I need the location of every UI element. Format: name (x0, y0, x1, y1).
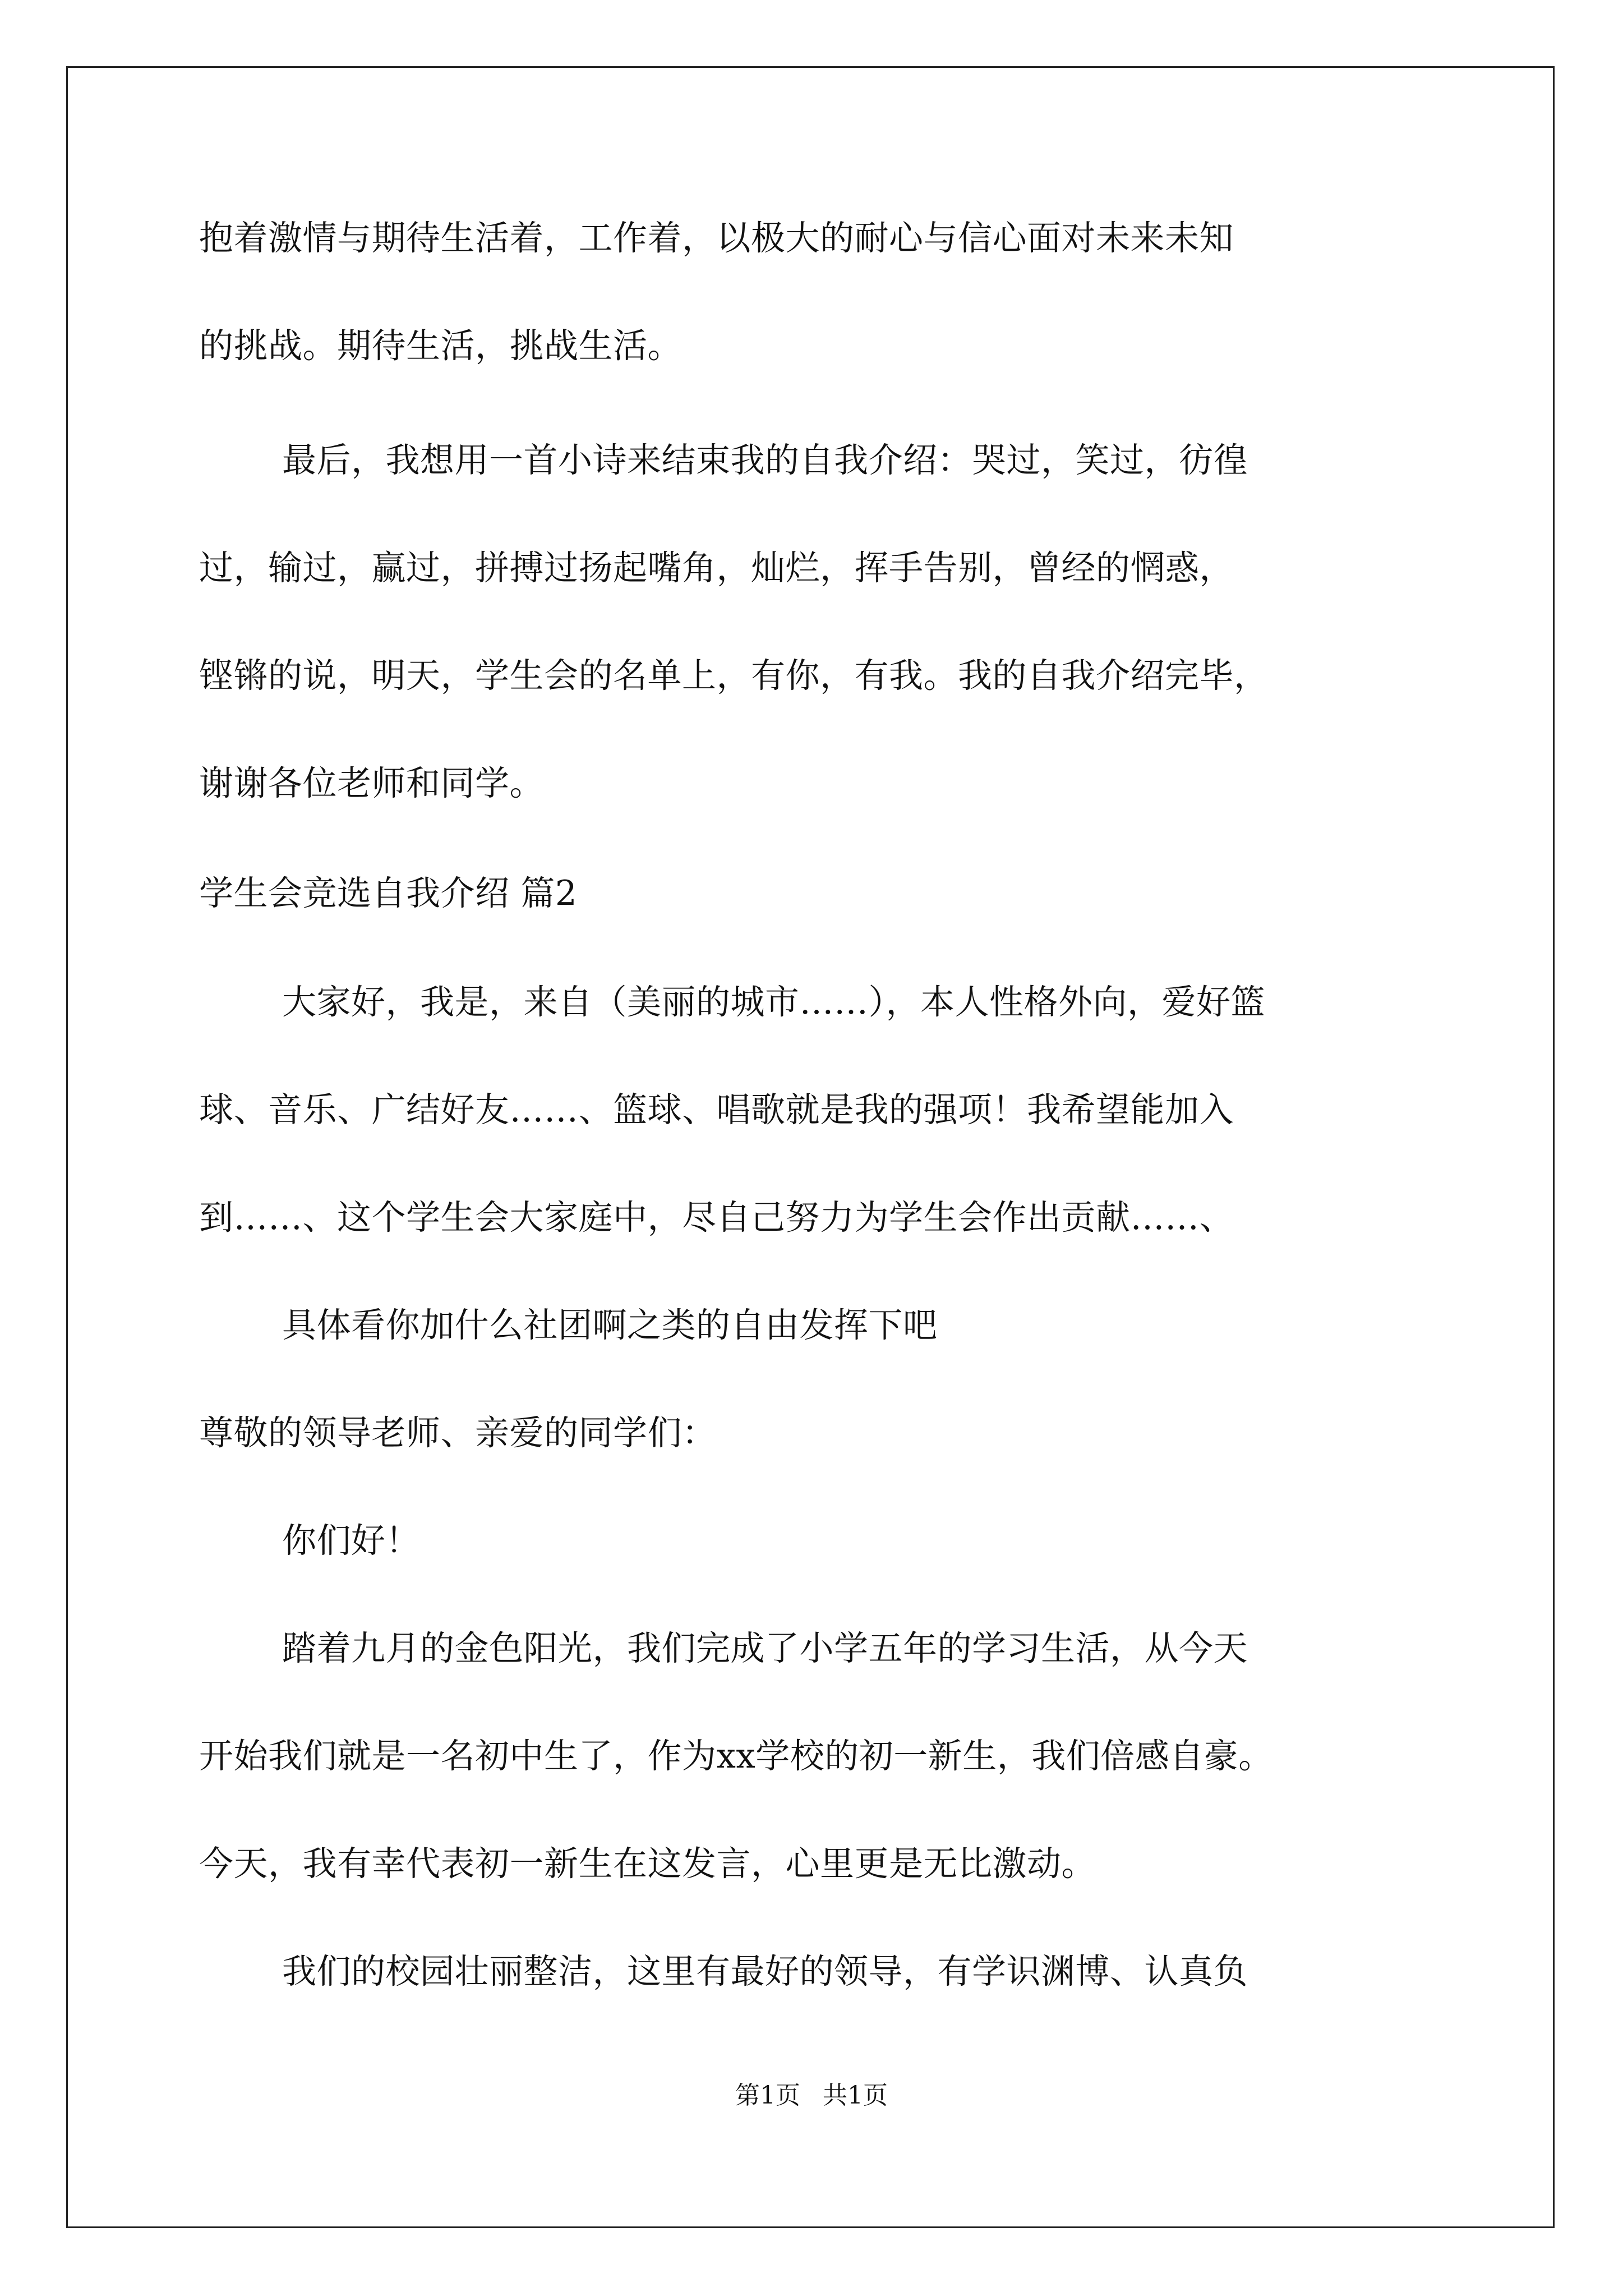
paragraph-line: 踏着九月的金色阳光，我们完成了小学五年的学习生活，从今天 (282, 1628, 1248, 1668)
paragraph-line: 抱着激情与期待生活着，工作着，以极大的耐心与信心面对未来未知 (199, 218, 1234, 258)
paragraph-line: 谢谢各位老师和同学。 (199, 763, 545, 803)
salutation: 尊敬的领导老师、亲爱的同学们： (199, 1413, 717, 1453)
greeting: 你们好！ (282, 1521, 421, 1561)
paragraph-line: 具体看你加什么社团啊之类的自由发挥下吧 (282, 1305, 938, 1345)
paragraph-line: 最后，我想用一首小诗来结束我的自我介绍：哭过，笑过，彷徨 (282, 440, 1248, 480)
page-number-total: 共1页 (823, 2081, 888, 2110)
paragraph-line: 开始我们就是一名初中生了，作为xx学校的初一新生，我们倍感自豪。 (199, 1736, 1273, 1776)
page-border (66, 66, 1555, 2228)
paragraph-line: 球、音乐、广结好友……、篮球、唱歌就是我的强项！我希望能加入 (199, 1090, 1234, 1130)
paragraph-line: 今天，我有幸代表初一新生在这发言，心里更是无比激动。 (199, 1844, 1096, 1884)
section-heading: 学生会竞选自我介绍 篇2 (199, 873, 578, 913)
paragraph-line: 大家好，我是，来自（美丽的城市……），本人性格外向，爱好篮 (282, 982, 1266, 1022)
paragraph-line: 过，输过，赢过，拼搏过扬起嘴角，灿烂，挥手告别，曾经的惘惑， (199, 548, 1234, 588)
paragraph-line: 铿锵的说，明天，学生会的名单上，有你，有我。我的自我介绍完毕， (199, 656, 1269, 696)
paragraph-line: 到……、这个学生会大家庭中，尽自己努力为学生会作出贡献……、 (199, 1198, 1234, 1237)
page-footer (0, 2080, 1623, 2111)
paragraph-line: 我们的校园壮丽整洁，这里有最好的领导，有学识渊博、认真负 (282, 1952, 1248, 1991)
page-number-current: 第1页 (735, 2081, 800, 2110)
paragraph-line: 的挑战。期待生活，挑战生活。 (199, 326, 683, 366)
